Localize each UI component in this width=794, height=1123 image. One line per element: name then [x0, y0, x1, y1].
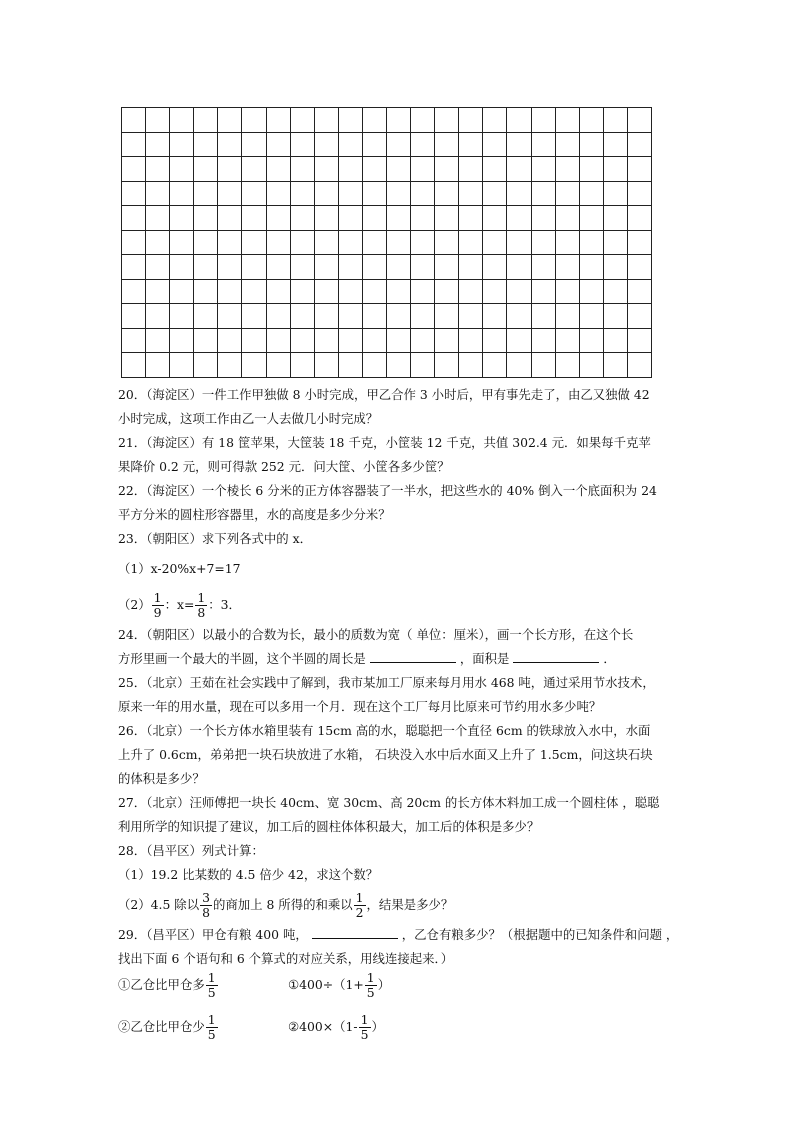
grid-cell: [387, 280, 411, 305]
grid-cell: [267, 353, 291, 378]
grid-cell: [411, 304, 435, 329]
grid-cell: [604, 329, 628, 354]
grid-cell: [291, 255, 315, 280]
q23-part2: （2） $\frac{1}{9}$ ：x= $\frac{1}{8}$ ：3．: [118, 590, 241, 620]
q29-line: 29．（昌平区）甲仓有粮 400 吨， ，乙仓有粮多少？（根据题中的已知条件和问题 ，: [118, 923, 678, 947]
grid-cell: [170, 329, 194, 354]
grid-cell: [532, 329, 556, 354]
grid-cell: [459, 133, 483, 158]
q22-line: 22．（海淀区）一个棱长 6 分米的正方体容器装了一半水，把这些水的 40% 倒入一个底面积为 24: [118, 483, 657, 498]
grid-cell: [291, 353, 315, 378]
grid-cell: [483, 304, 507, 329]
grid-cell: [411, 280, 435, 305]
grid-cell: [459, 255, 483, 280]
q22-line: 平方分米的圆柱形容器里，水的高度是多少分米？: [118, 507, 391, 522]
grid-cell: [507, 280, 531, 305]
grid-cell: [387, 304, 411, 329]
grid-cell: [339, 329, 363, 354]
grid-cell: [459, 182, 483, 207]
grid-cell: [363, 133, 387, 158]
grid-cell: [218, 133, 242, 158]
grid-cell: [146, 280, 170, 305]
grid-cell: [122, 255, 146, 280]
grid-cell: [507, 231, 531, 256]
grid-cell: [604, 280, 628, 305]
q26-line: 的体积是多少？: [118, 771, 205, 786]
grid-cell: [556, 353, 580, 378]
grid-cell: [580, 255, 604, 280]
grid-cell: [315, 133, 339, 158]
grid-cell: [218, 231, 242, 256]
grid-cell: [170, 133, 194, 158]
grid-cell: [146, 255, 170, 280]
grid-cell: [291, 329, 315, 354]
grid-cell: [507, 157, 531, 182]
q21-line: 果降价 0.2 元，则可得款 252 元．问大筐、小筐各多少筐？: [118, 459, 450, 474]
grid-cell: [363, 182, 387, 207]
grid-cell: [146, 304, 170, 329]
grid-cell: [411, 353, 435, 378]
fraction: $\frac{1}{5}$: [360, 1012, 369, 1042]
grid-cell: [411, 255, 435, 280]
grid-cell: [291, 231, 315, 256]
q21-line: 21．（海淀区）有 18 筐苹果，大筐装 18 千克，小筐装 12 千克，共值 302.4 元．如果每千克苹: [118, 435, 651, 450]
grid-cell: [411, 133, 435, 158]
grid-cell: [556, 280, 580, 305]
grid-cell: [435, 329, 459, 354]
grid-cell: [363, 280, 387, 305]
grid-cell: [387, 206, 411, 231]
grid-cell: [604, 108, 628, 133]
grid-cell: [170, 157, 194, 182]
grid-cell: [507, 206, 531, 231]
grid-cell: [580, 231, 604, 256]
grid-cell: [532, 133, 556, 158]
q27-line: 27．（北京）汪师傅把一块长 40cm、宽 30cm、高 20cm 的长方体木料加工成一个圆柱体 ，聪聪: [118, 795, 660, 810]
grid-cell: [532, 108, 556, 133]
grid-cell: [628, 231, 652, 256]
grid-cell: [483, 157, 507, 182]
grid-cell: [435, 231, 459, 256]
grid-cell: [507, 304, 531, 329]
grid-cell: [435, 182, 459, 207]
grid-cell: [339, 133, 363, 158]
q28-part1: （1）19.2 比某数的 4.5 倍少 42，求这个数？: [118, 867, 379, 882]
match-row: [118, 971, 678, 1013]
grid-cell: [556, 182, 580, 207]
grid-cell: [242, 280, 266, 305]
grid-cell: [218, 304, 242, 329]
grid-cell: [363, 304, 387, 329]
grid-cell: [483, 329, 507, 354]
grid-cell: [435, 157, 459, 182]
grid-cell: [194, 255, 218, 280]
grid-cell: [267, 329, 291, 354]
grid-cell: [411, 108, 435, 133]
grid-cell: [556, 231, 580, 256]
grid-cell: [339, 304, 363, 329]
q26-line: 上升了 0.6cm，弟弟把一块石块放进了水箱， 石块没入水中后水面又上升了 1.5cm，问这块石块: [118, 747, 653, 762]
grid-cell: [242, 133, 266, 158]
grid-cell: [628, 206, 652, 231]
grid-cell: [122, 280, 146, 305]
grid-cell: [242, 108, 266, 133]
fraction: $\frac{1}{5}$: [207, 1012, 216, 1042]
grid-cell: [556, 329, 580, 354]
grid-cell: [218, 255, 242, 280]
grid-cell: [315, 157, 339, 182]
grid-cell: [604, 133, 628, 158]
grid-cell: [242, 206, 266, 231]
grid-cell: [556, 304, 580, 329]
grid-cell: [628, 157, 652, 182]
grid-cell: [363, 108, 387, 133]
grid-cell: [315, 182, 339, 207]
grid-cell: [483, 182, 507, 207]
q20-line: 20．（海淀区）一件工作甲独做 8 小时完成，甲乙合作 3 小时后，甲有事先走了，由乙又独做 42: [118, 387, 650, 402]
grid-cell: [556, 206, 580, 231]
grid-cell: [194, 182, 218, 207]
q20-line: 小时完成，这项工作由乙一人去做几小时完成？: [118, 411, 379, 426]
grid-cell: [146, 231, 170, 256]
answer-blank[interactable]: [513, 648, 599, 663]
grid-cell: [170, 353, 194, 378]
grid-cell: [628, 353, 652, 378]
grid-cell: [267, 231, 291, 256]
answer-grid: [121, 107, 652, 378]
grid-cell: [556, 108, 580, 133]
grid-cell: [339, 108, 363, 133]
grid-cell: [507, 108, 531, 133]
grid-cell: [556, 133, 580, 158]
grid-cell: [194, 108, 218, 133]
grid-cell: [580, 280, 604, 305]
grid-cell: [218, 206, 242, 231]
grid-cell: [628, 108, 652, 133]
grid-cell: [532, 157, 556, 182]
grid-cell: [628, 133, 652, 158]
grid-cell: [435, 280, 459, 305]
grid-cell: [218, 353, 242, 378]
fraction: $\frac{1}{8}$: [197, 590, 206, 620]
q26-line: 26．（北京）一个长方体水箱里装有 15cm 高的水，聪聪把一个直径 6cm 的铁球放入水中，水面: [118, 723, 651, 738]
grid-cell: [291, 304, 315, 329]
grid-cell: [339, 255, 363, 280]
grid-cell: [315, 353, 339, 378]
grid-cell: [580, 157, 604, 182]
grid-cell: [580, 304, 604, 329]
grid-cell: [532, 182, 556, 207]
grid-cell: [339, 280, 363, 305]
grid-cell: [267, 206, 291, 231]
grid-cell: [194, 304, 218, 329]
formula-option[interactable]: ②400×（1- $\frac{1}{5}$ ）: [288, 1012, 384, 1042]
grid-cell: [483, 133, 507, 158]
grid-cell: [387, 329, 411, 354]
grid-cell: [459, 353, 483, 378]
grid-cell: [507, 133, 531, 158]
grid-cell: [363, 255, 387, 280]
grid-cell: [242, 353, 266, 378]
grid-cell: [267, 280, 291, 305]
grid-cell: [435, 108, 459, 133]
grid-cell: [267, 157, 291, 182]
grid-cell: [459, 304, 483, 329]
grid-cell: [267, 108, 291, 133]
grid-cell: [170, 182, 194, 207]
grid-cell: [315, 108, 339, 133]
grid-cell: [170, 255, 194, 280]
grid-cell: [387, 133, 411, 158]
grid-cell: [580, 206, 604, 231]
grid-cell: [580, 133, 604, 158]
grid-cell: [242, 157, 266, 182]
grid-cell: [363, 353, 387, 378]
grid-cell: [628, 329, 652, 354]
q27-line: 利用所学的知识提了建议，加工后的圆柱体体积最大，加工后的体积是多少？: [118, 819, 540, 834]
grid-cell: [122, 133, 146, 158]
grid-cell: [459, 108, 483, 133]
grid-cell: [146, 329, 170, 354]
grid-cell: [363, 157, 387, 182]
grid-cell: [122, 231, 146, 256]
grid-cell: [411, 231, 435, 256]
grid-cell: [604, 157, 628, 182]
grid-cell: [411, 157, 435, 182]
grid-cell: [122, 108, 146, 133]
grid-cell: [339, 157, 363, 182]
grid-cell: [507, 182, 531, 207]
q29-line: 找出下面 6 个语句和 6 个算式的对应关系，用线连接起来．）: [118, 951, 454, 966]
grid-cell: [459, 231, 483, 256]
grid-cell: [507, 353, 531, 378]
grid-cell: [218, 108, 242, 133]
grid-cell: [194, 157, 218, 182]
grid-cell: [459, 157, 483, 182]
grid-cell: [291, 133, 315, 158]
answer-blank[interactable]: [312, 924, 398, 939]
grid-cell: [218, 329, 242, 354]
grid-cell: [194, 280, 218, 305]
statement-option[interactable]: ②乙仓比甲仓少 $\frac{1}{5}$: [118, 1012, 216, 1042]
grid-cell: [532, 206, 556, 231]
match-row: [118, 1013, 678, 1055]
grid-cell: [483, 353, 507, 378]
grid-cell: [507, 329, 531, 354]
q28-part2: （2）4.5 除以 $\frac{3}{8}$ 的商加上 8 所得的和乘以 $\frac{1}{2}$ ，结果是多少？: [118, 890, 454, 920]
fraction: $\frac{1}{5}$: [366, 970, 375, 1000]
question-list: [118, 383, 678, 1055]
grid-cell: [483, 231, 507, 256]
grid-cell: [628, 304, 652, 329]
grid-cell: [387, 353, 411, 378]
grid-cell: [218, 280, 242, 305]
fraction: $\frac{3}{8}$: [202, 890, 210, 920]
grid-cell: [194, 329, 218, 354]
grid-cell: [483, 108, 507, 133]
grid-cell: [339, 206, 363, 231]
grid-cell: [122, 157, 146, 182]
grid-cell: [387, 231, 411, 256]
grid-cell: [291, 108, 315, 133]
grid-cell: [580, 182, 604, 207]
grid-cell: [315, 280, 339, 305]
grid-cell: [556, 255, 580, 280]
grid-cell: [363, 206, 387, 231]
grid-cell: [532, 231, 556, 256]
grid-cell: [580, 329, 604, 354]
grid-cell: [363, 329, 387, 354]
grid-cell: [170, 304, 194, 329]
grid-cell: [194, 133, 218, 158]
grid-cell: [628, 280, 652, 305]
grid-cell: [146, 206, 170, 231]
grid-cell: [411, 329, 435, 354]
grid-cell: [194, 353, 218, 378]
answer-blank[interactable]: [370, 648, 456, 663]
q24-line: 24．（朝阳区）以最小的合数为长，最小的质数为宽（ 单位：厘米），画一个长方形，在这个长: [118, 627, 634, 642]
grid-cell: [532, 353, 556, 378]
formula-option[interactable]: ①400÷（1+ $\frac{1}{5}$ ）: [288, 970, 391, 1000]
grid-cell: [532, 255, 556, 280]
grid-cell: [315, 206, 339, 231]
grid-cell: [339, 182, 363, 207]
grid-cell: [242, 231, 266, 256]
q23-title: 23．（朝阳区）求下列各式中的 x．: [118, 531, 312, 546]
grid-cell: [387, 182, 411, 207]
grid-cell: [291, 157, 315, 182]
grid-cell: [483, 280, 507, 305]
grid-cell: [387, 108, 411, 133]
grid-cell: [291, 182, 315, 207]
grid-cell: [242, 182, 266, 207]
grid-cell: [604, 353, 628, 378]
q23-part1: （1）x-20%x+7=17: [118, 561, 241, 576]
grid-cell: [170, 108, 194, 133]
grid-cell: [580, 353, 604, 378]
grid-cell: [170, 206, 194, 231]
grid-cell: [194, 231, 218, 256]
grid-cell: [267, 133, 291, 158]
grid-cell: [435, 255, 459, 280]
q25-line: 25．（北京）王茹在社会实践中了解到，我市某加工厂原来每月用水 468 吨，通过采用节水技术，: [118, 675, 655, 690]
grid-cell: [459, 280, 483, 305]
grid-cell: [122, 206, 146, 231]
grid-cell: [267, 304, 291, 329]
grid-cell: [146, 133, 170, 158]
grid-cell: [291, 280, 315, 305]
grid-cell: [122, 329, 146, 354]
grid-cell: [194, 206, 218, 231]
grid-cell: [604, 206, 628, 231]
grid-cell: [435, 206, 459, 231]
grid-cell: [122, 182, 146, 207]
grid-cell: [315, 255, 339, 280]
fraction: $\frac{1}{9}$: [153, 590, 162, 620]
grid-cell: [315, 329, 339, 354]
grid-cell: [315, 231, 339, 256]
grid-cell: [242, 329, 266, 354]
grid-cell: [146, 353, 170, 378]
grid-cell: [483, 255, 507, 280]
grid-cell: [459, 329, 483, 354]
grid-cell: [411, 182, 435, 207]
grid-cell: [459, 206, 483, 231]
grid-cell: [628, 182, 652, 207]
grid-cell: [146, 182, 170, 207]
grid-cell: [218, 157, 242, 182]
grid-cell: [339, 231, 363, 256]
grid-cell: [604, 255, 628, 280]
grid-cell: [267, 255, 291, 280]
grid-cell: [218, 182, 242, 207]
grid-cell: [267, 182, 291, 207]
grid-cell: [507, 255, 531, 280]
grid-cell: [435, 353, 459, 378]
fraction: $\frac{1}{2}$: [355, 890, 364, 920]
fraction: $\frac{1}{5}$: [207, 970, 216, 1000]
grid-cell: [604, 231, 628, 256]
grid-cell: [315, 304, 339, 329]
grid-cell: [339, 353, 363, 378]
grid-cell: [146, 157, 170, 182]
grid-cell: [532, 280, 556, 305]
q24-line: 方形里画一个最大的半圆，这个半圆的周长是 ，面积是 ．: [118, 647, 678, 671]
grid-cell: [146, 108, 170, 133]
grid-cell: [387, 255, 411, 280]
grid-cell: [291, 206, 315, 231]
grid-cell: [556, 157, 580, 182]
grid-cell: [628, 255, 652, 280]
grid-cell: [604, 304, 628, 329]
grid-cell: [387, 157, 411, 182]
q25-line: 原来一年的用水量，现在可以多用一个月．现在这个工厂每月比原来可节约用水多少吨？: [118, 699, 602, 714]
grid-cell: [363, 231, 387, 256]
grid-cell: [122, 353, 146, 378]
grid-cell: [411, 206, 435, 231]
grid-cell: [580, 108, 604, 133]
grid-cell: [170, 231, 194, 256]
grid-cell: [242, 304, 266, 329]
grid-cell: [242, 255, 266, 280]
grid-cell: [532, 304, 556, 329]
grid-cell: [604, 182, 628, 207]
grid-cell: [483, 206, 507, 231]
grid-cell: [122, 304, 146, 329]
grid-cell: [170, 280, 194, 305]
statement-option[interactable]: ①乙仓比甲仓多 $\frac{1}{5}$: [118, 970, 216, 1000]
grid-cell: [435, 133, 459, 158]
q28-title: 28．（昌平区）列式计算：: [118, 843, 264, 858]
grid-cell: [435, 304, 459, 329]
